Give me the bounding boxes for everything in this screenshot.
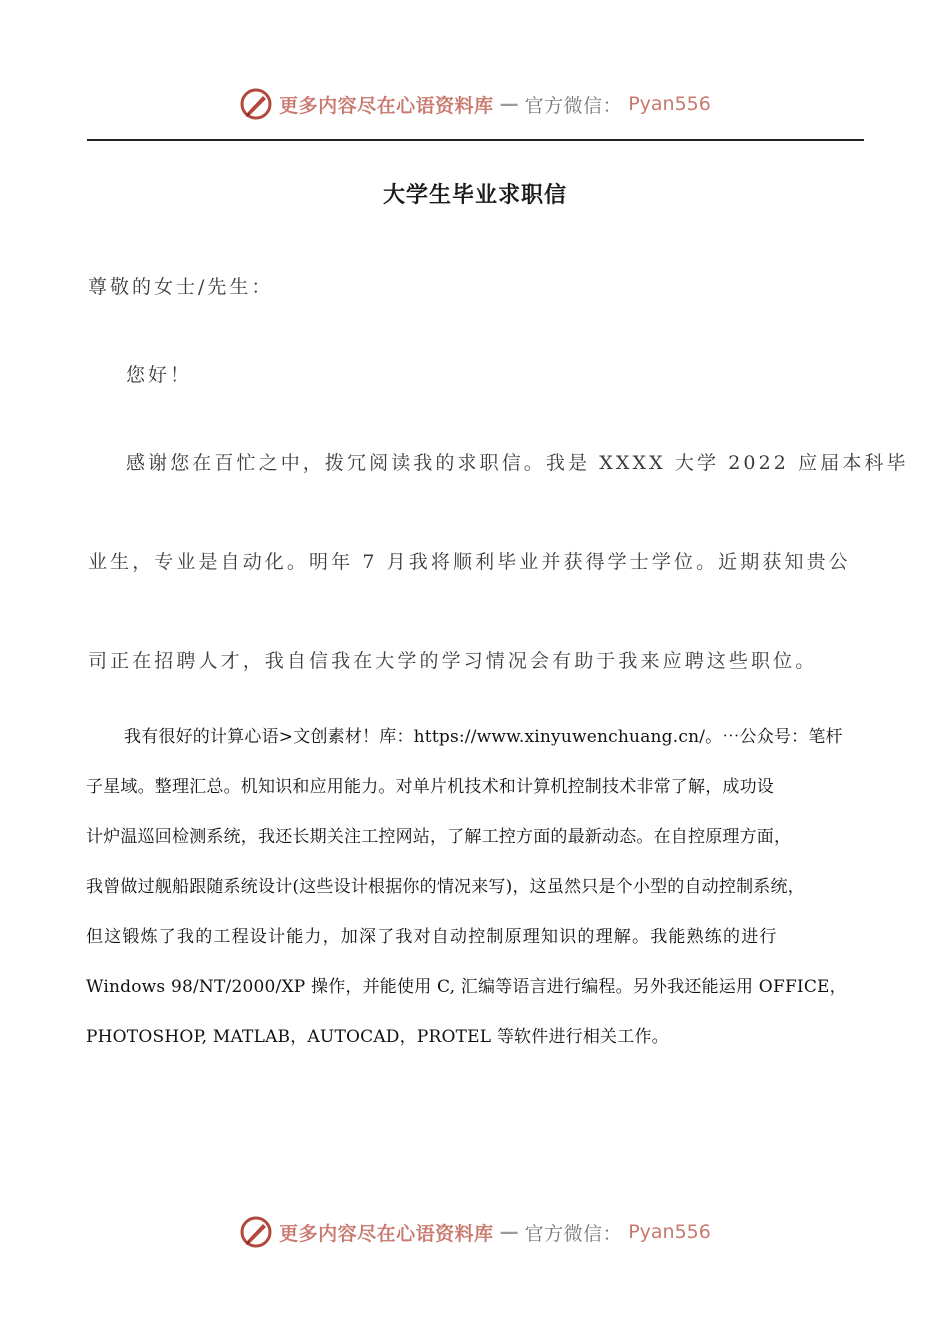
- wechat-id: Pyan556: [628, 1221, 711, 1243]
- paragraph2-line: 子星域。整理汇总。机知识和应用能力。对单片机技术和计算机控制技术非常了解，成功设: [86, 777, 774, 797]
- paragraph2-line: Windows 98/NT/2000/XP 操作，并能使用 C, 汇编等语言进行编程。另外我还能运用 OFFICE，: [86, 977, 847, 997]
- brand-separator: —: [499, 93, 519, 115]
- page-footer: [0, 1212, 950, 1252]
- greeting: 您好！: [126, 364, 193, 386]
- paragraph2-line: 计炉温巡回检测系统，我还长期关注工控网站，了解工控方面的最新动态。在自控原理方面，: [86, 827, 792, 847]
- page-header: [0, 84, 950, 124]
- paragraph1-line: 司正在招聘人才，我自信我在大学的学习情况会有助于我来应聘这些职位。: [88, 650, 818, 672]
- brand-text: 更多内容尽在心语资料库: [279, 1222, 494, 1245]
- wechat-label: 官方微信：: [524, 1222, 623, 1245]
- wechat-label: 官方微信：: [524, 94, 623, 117]
- brand-text: 更多内容尽在心语资料库: [279, 94, 494, 117]
- paragraph1-line: 感谢您在百忙之中，拨冗阅读我的求职信。我是 XXXX 大学 2022 应届本科毕: [126, 452, 909, 474]
- header-divider: [87, 139, 864, 141]
- paragraph2-line: 但这锻炼了我的工程设计能力，加深了我对自动控制原理知识的理解。我能熟练的进行: [86, 927, 778, 947]
- wechat-id: Pyan556: [628, 93, 711, 115]
- brand-logo-icon: [239, 87, 273, 121]
- salutation: 尊敬的女士/先生：: [88, 276, 274, 298]
- paragraph2-line: 我曾做过舰船跟随系统设计(这些设计根据你的情况来写)，这虽然只是个小型的自动控制系统，: [86, 877, 805, 897]
- paragraph1-line: 业生，专业是自动化。明年 7 月我将顺利毕业并获得学士学位。近期获知贵公: [88, 551, 851, 573]
- brand-separator: —: [499, 1221, 519, 1243]
- paragraph2-line: PHOTOSHOP, MATLAB，AUTOCAD，PROTEL 等软件进行相关工作。: [86, 1027, 669, 1047]
- document-title: 大学生毕业求职信: [382, 183, 567, 208]
- paragraph2-line: 我有很好的计算心语>文创素材！库：https://www.xinyuwenchuang.cn/。⋯公众号：笔杆: [124, 727, 843, 747]
- brand-banner: [239, 87, 711, 121]
- brand-banner: [239, 1215, 711, 1249]
- brand-logo-icon: [239, 1215, 273, 1249]
